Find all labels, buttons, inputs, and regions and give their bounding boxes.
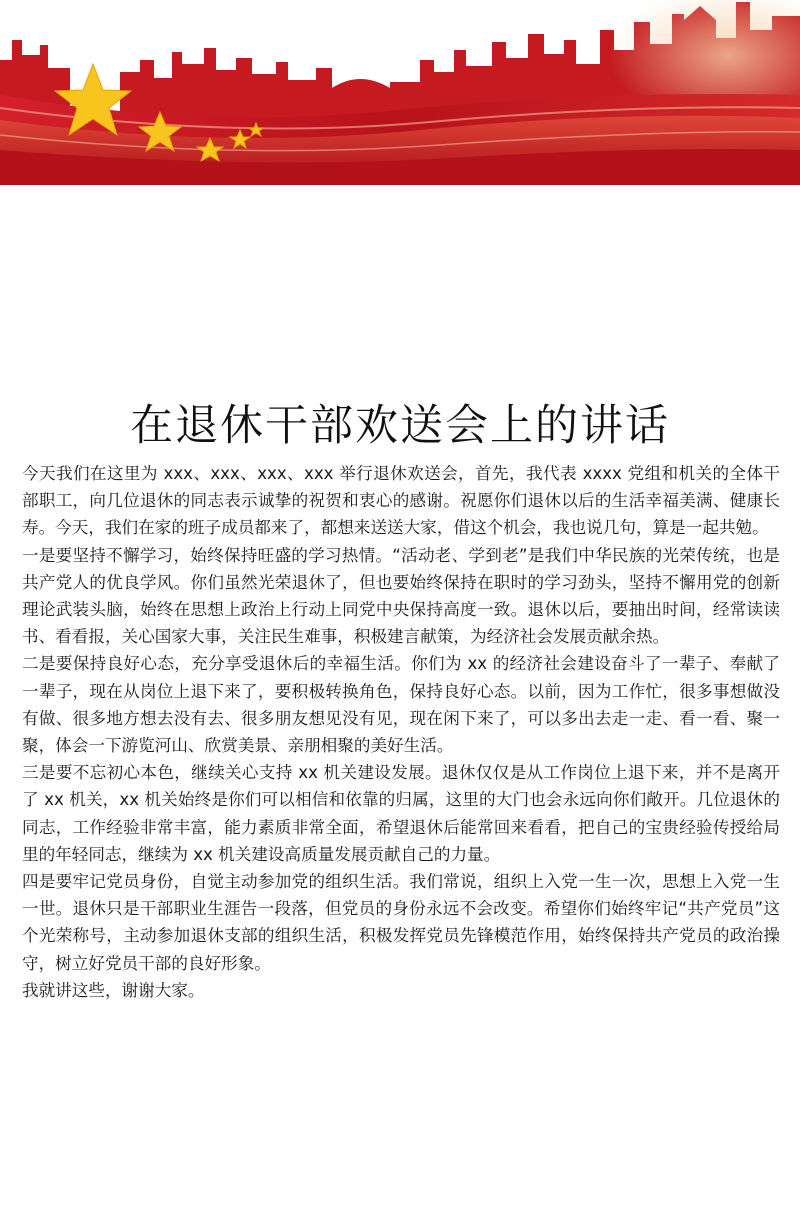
paragraph-point-one: 一是要坚持不懈学习，始终保持旺盛的学习热情。“活动老、学到老”是我们中华民族的光荣传统，也是共产党人的优良学风。你们虽然光荣退休了，但也要始终保持在职时的学习劲头，坚持不懈用党的创新理论武装头脑，始终在思想上政治上行动上同党中央保持高度一致。退休以后，要抽出时间，经常读读书、看看报，关心国家大事，关注民生难事，积极建言献策，为经济社会发展贡献余热。 — [22, 545, 780, 647]
paragraph-point-four: 四是要牢记党员身份，自觉主动参加党的组织生活。我们常说，组织上入党一生一次，思想上入党一生一世。退休只是干部职业生涯告一段落，但党员的身份永远不会改变。希望你们始终牢记“共产党员”这个光荣称号，主动参加退休支部的组织生活，积极发挥党员先锋模范作用，始终保持共产党员的政治操守，树立好党员干部的良好形象。 — [22, 872, 780, 973]
paragraph-intro: 今天我们在这里为 xxx、xxx、xxx、xxx 举行退休欢送会，首先，我代表 xxxx 党组和机关的全体干部职工，向几位退休的同志表示诚挚的祝贺和衷心的感谢。祝愿你们退休以后的生活幸福美满、健康长寿。今天，我们在家的班子成员都来了，都想来送送大家，借这个机会，我也说几句，算是一起共勉。 — [22, 464, 780, 538]
paragraph-point-three: 三是要不忘初心本色，继续关心支持 xx 机关建设发展。退休仅仅是从工作岗位上退下来，并不是离开了 xx 机关，xx 机关始终是你们可以相信和依靠的归属，这里的大门也会永远向你们敞开。几位退休的同志，工作经验非常丰富，能力素质非常全面，希望退休后能常回来看看，把自己的宝贵经验传授给局里的年轻同志，继续为 xx 机关建设高质量发展贡献自己的力量。 — [22, 763, 780, 864]
speech-body — [22, 460, 780, 1004]
header-banner — [0, 0, 800, 185]
page-title: 在退休干部欢送会上的讲话 — [130, 401, 670, 451]
paragraph-point-two: 二是要保持良好心态，充分享受退休后的幸福生活。你们为 xx 的经济社会建设奋斗了一辈子、奉献了一辈子，现在从岗位上退下来了，要积极转换角色，保持良好心态。以前，因为工作忙，很多事想做没有做、很多地方想去没有去、很多朋友想见没有见，现在闲下来了，可以多出去走一走、看一看、聚一聚，体会一下游览河山、欣赏美景、亲朋相聚的美好生活。 — [22, 654, 780, 756]
city-skyline-banner — [0, 0, 800, 185]
paragraph-closing: 我就讲这些，谢谢大家。 — [22, 980, 205, 1000]
